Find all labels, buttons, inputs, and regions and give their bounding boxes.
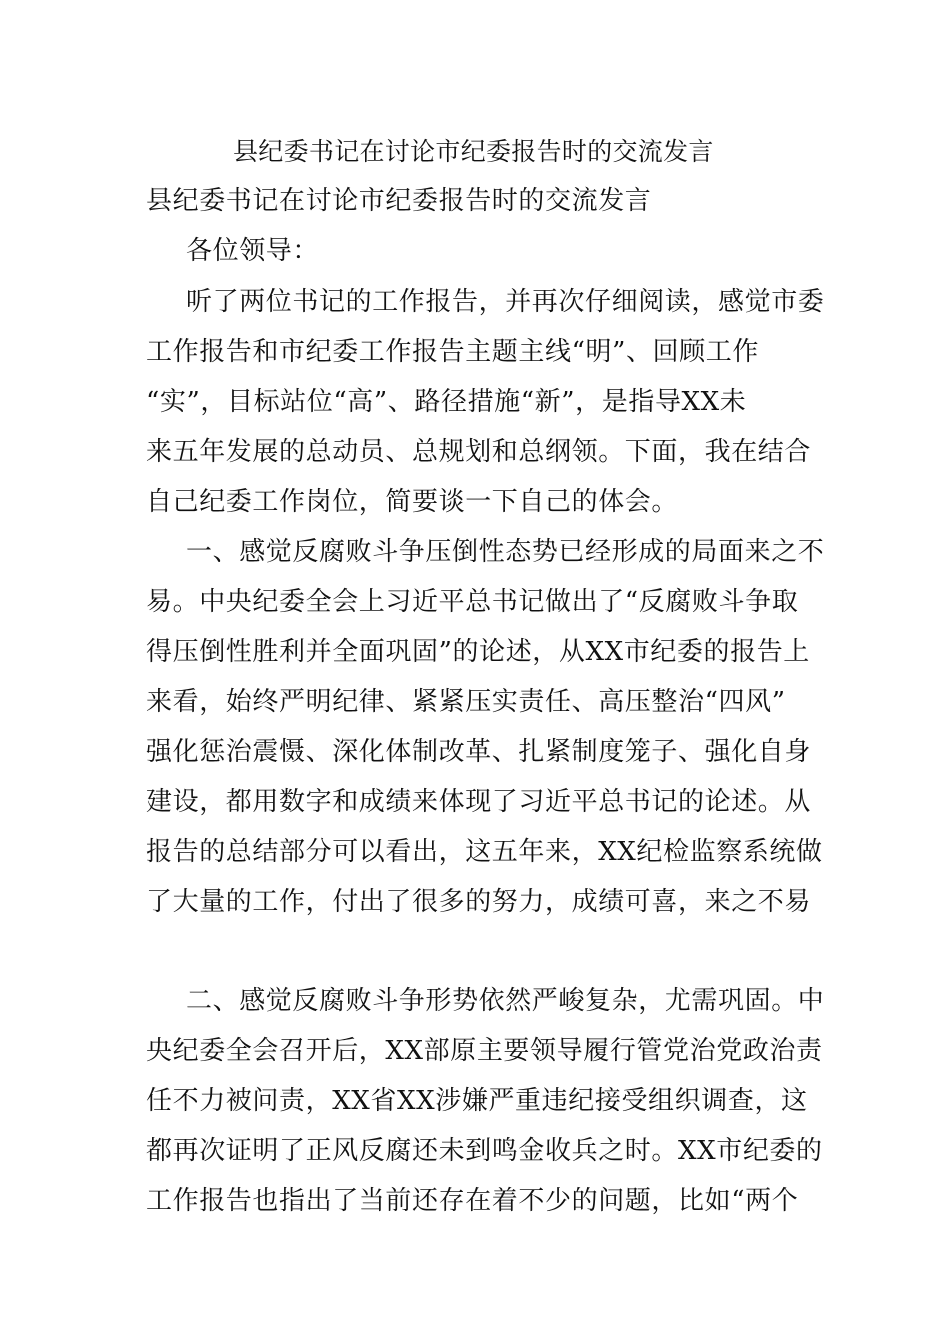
salutation: 各位领导： [186,236,320,266]
paragraph-line: 任不力被问责，XX省XX涉嫌严重违纪接受组织调查，这 [146,1086,808,1116]
paragraph-line: 建设，都用数字和成绩来体现了习近平总书记的论述。从 [146,787,812,817]
paragraph-line: 了大量的工作，付出了很多的努力，成绩可喜，来之不易 [146,887,812,917]
paragraph-line: 央纪委全会召开后，XX部原主要领导履行管党治党政治责 [146,1036,823,1066]
document-title: 县纪委书记在讨论市纪委报告时的交流发言 [233,137,714,166]
paragraph-line: 听了两位书记的工作报告，并再次仔细阅读，感觉市委 [186,287,825,317]
paragraph-line: 工作报告也指出了当前还存在着不少的问题，比如“两个 [146,1186,799,1216]
document-subtitle: 县纪委书记在讨论市纪委报告时的交流发言 [146,186,652,216]
paragraph-line: 一、感觉反腐败斗争压倒性态势已经形成的局面来之不 [186,537,825,567]
paragraph-line: 二、感觉反腐败斗争形势依然严峻复杂，尤需巩固。中 [186,986,825,1016]
paragraph-line: 易。中央纪委全会上习近平总书记做出了“反腐败斗争取 [146,587,799,617]
paragraph-line: 得压倒性胜利并全面巩固”的论述，从XX市纪委的报告上 [146,637,810,667]
paragraph-line: 都再次证明了正风反腐还未到鸣金收兵之时。XX市纪委的 [146,1136,823,1166]
paragraph-line: 来看，始终严明纪律、紧紧压实责任、高压整治“四风” [146,687,786,717]
paragraph-line: 强化惩治震慑、深化体制改革、扎紧制度笼子、强化自身 [146,737,812,767]
paragraph-line: 自己纪委工作岗位，简要谈一下自己的体会。 [146,487,679,517]
paragraph-line: 工作报告和市纪委工作报告主题主线“明”、回顾工作 [146,337,759,367]
paragraph-line: 报告的总结部分可以看出，这五年来，XX纪检监察系统做 [146,837,823,867]
paragraph-line: “实”，目标站位“高”、路径措施“新”，是指导XX未 [146,387,747,417]
paragraph-line: 来五年发展的总动员、总规划和总纲领。下面，我在结合 [146,437,812,467]
